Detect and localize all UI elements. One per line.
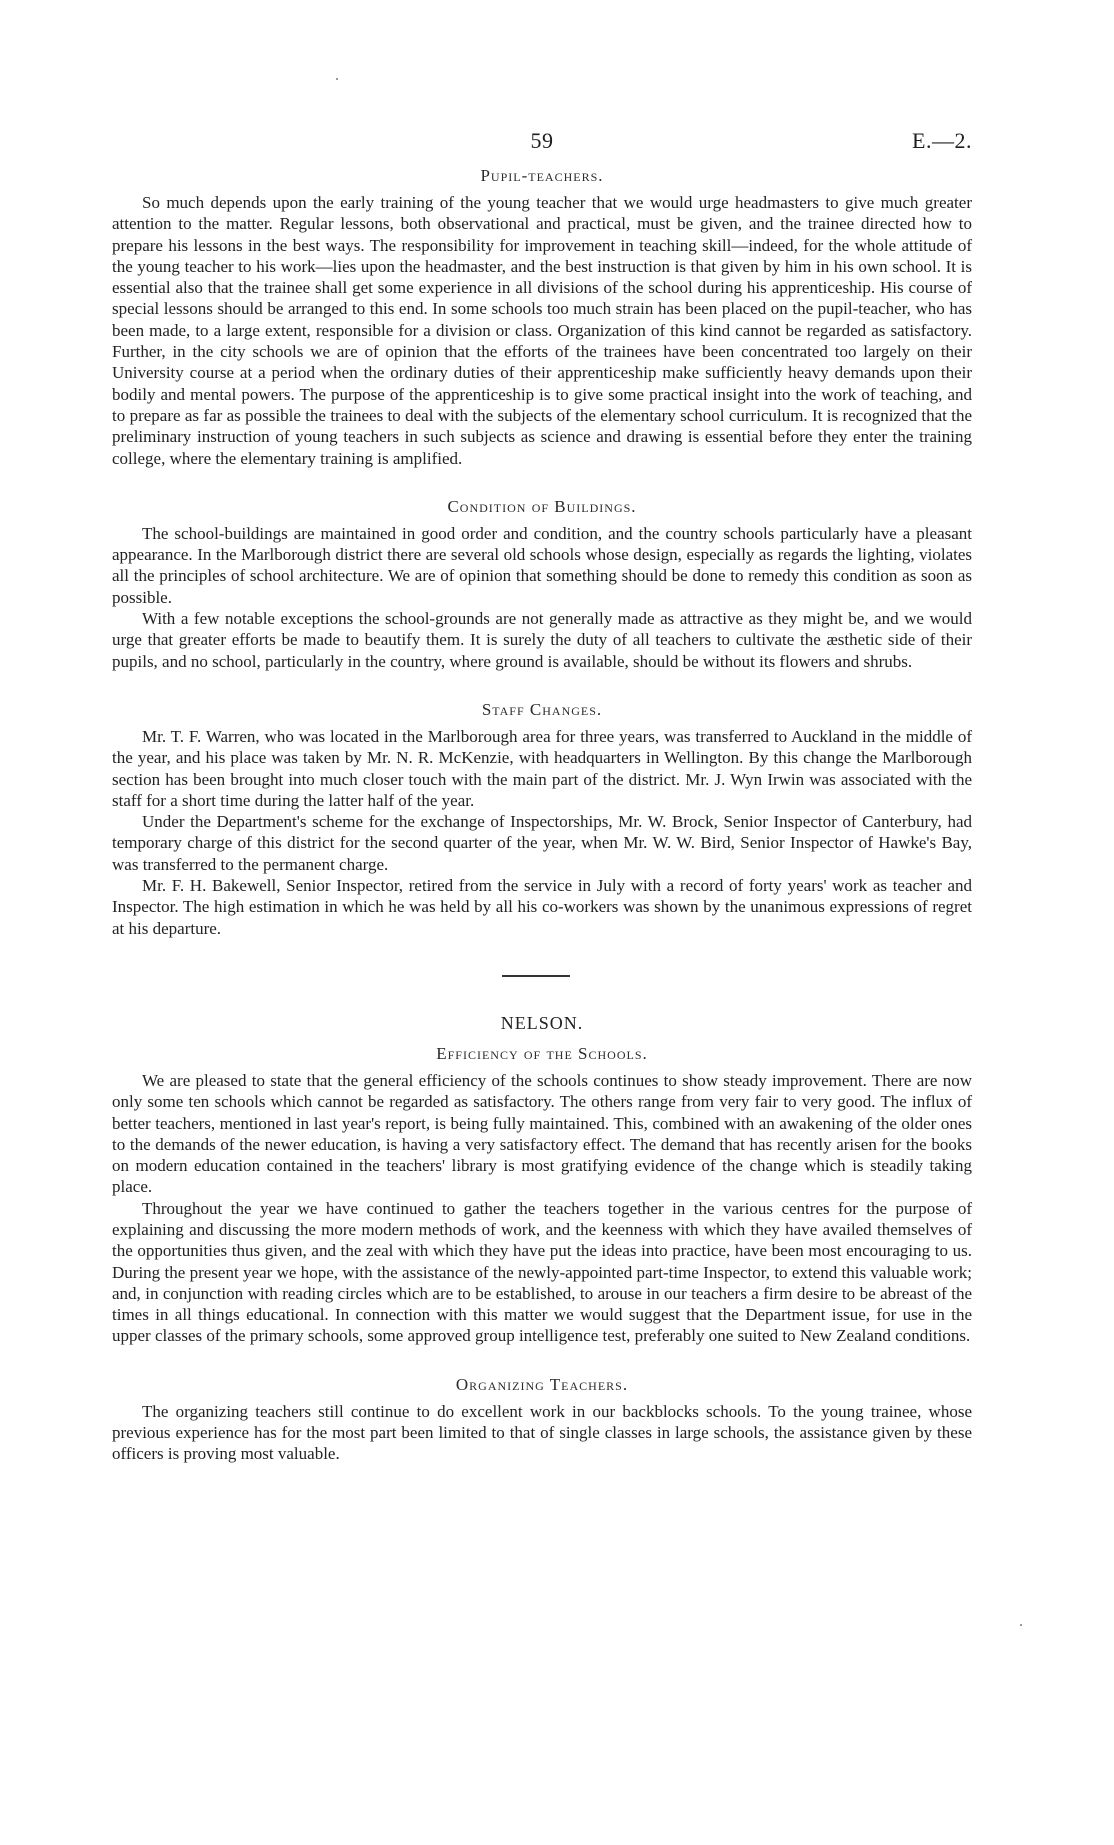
section-divider	[112, 939, 972, 1013]
divider-rule	[502, 975, 570, 977]
paragraph: The organizing teachers still continue to do excellent work in our backblocks schools. To the young trainee, whose previous experience has for the most part been limited to that of single classes in large schools, the assistance given by these officers is proving most valuable.	[112, 1401, 972, 1464]
page-header	[112, 128, 972, 166]
page-number: 59	[530, 128, 554, 153]
section-heading: Efficiency of the Schools.	[436, 1043, 648, 1063]
section-pupil-teachers	[112, 166, 972, 469]
speck-mark	[336, 78, 338, 80]
document-page	[112, 128, 972, 1465]
section-heading: Pupil-teachers.	[480, 166, 604, 185]
paragraph: With a few notable exceptions the school-grounds are not generally made as attractive as they might be, and we would urge that greater efforts be made to beautify them. It is surely the duty of all teachers to cultivate the æsthetic side of their pupils, and no school, particularly in the country, where ground is available, should be without its flowers and shrubs.	[112, 609, 972, 671]
section-heading: Staff Changes.	[481, 699, 603, 719]
paragraph: We are pleased to state that the general efficiency of the schools continues to show steady improvement. There are now only some ten schools which cannot be regarded as satisfactory. The others range from very fair to very good. The influx of better teachers, mentioned in last year's report, is being fully maintained. This, combined with an awakening of the older ones to the demands of the newer education, is having a very satisfactory effect. The demand that has recently arisen for the books on modern education contained in the teachers' library is most gratifying evidence of the change which is steadily taking place.	[112, 1070, 972, 1197]
paragraph: Throughout the year we have continued to gather the teachers together in the various centres for the purpose of explaining and discussing the more modern methods of work, and the keenness with which they have availed themselves of the opportunities thus given, and the zeal with which they have put the ideas into practice, have been most encouraging to us. During the present year we hope, with the assistance of the newly-appointed part-time Inspector, to extend this valuable work; and, in conjunction with reading circles which are to be established, to arouse in our teachers a firm desire to be abreast of the times in all things educational. In connection with this matter we would suggest that the Department issue, for use in the upper classes of the primary schools, some approved group intelligence test, preferably one suited to New Zealand conditions.	[112, 1198, 972, 1346]
paragraph: Under the Department's scheme for the exchange of Inspectorships, Mr. W. Brock, Senior Inspector of Canterbury, had temporary charge of this district for the second quarter of the year, when Mr. W. W. Bird, Senior Inspector of Hawke's Bay, was transferred to the permanent charge.	[112, 812, 972, 874]
region-heading: NELSON.	[500, 1012, 584, 1033]
paragraph: Mr. T. F. Warren, who was located in the Marlborough area for three years, was transferred to Auckland in the middle of the year, and his place was taken by Mr. N. R. McKenzie, with headquarters in Wellington. By this change the Marlborough section has been brought into much closer touch with the main part of the district. Mr. J. Wyn Irwin was associated with the staff for a short time during the latter half of the year.	[112, 726, 972, 810]
speck-mark	[1020, 1624, 1022, 1626]
paragraph: The school-buildings are maintained in good order and condition, and the country schools particularly have a pleasant appearance. In the Marlborough district there are several old schools whose design, especially as regards the lighting, violates all the principles of school architecture. We are of opinion that something should be done to remedy this condition as soon as possible.	[112, 523, 972, 607]
section-heading: Condition of Buildings.	[447, 496, 637, 516]
paragraph: So much depends upon the early training of the young teacher that we would urge headmasters to give much greater attention to the matter. Regular lessons, both observational and practical, must be given, and the trainee directed how to prepare his lessons in the best ways. The responsibility for improvement in teaching skill—indeed, for the whole attitude of the young teacher to his work—lies upon the headmaster, and the best instruction is that given by him in his own school. It is essential also that the trainee shall get some experience in all divisions of the school during his apprenticeship. His course of special lessons should be arranged to this end. In some schools too much strain has been placed on the pupil-teacher, who has been made, to a large extent, responsible for a division or class. Organization of this kind cannot be regarded as satisfactory. Further, in the city schools we are of opinion that the efforts of the trainees have been concentrated too largely on their University course at a period when the ordinary duties of their apprenticeship make sufficiently heavy demands upon their bodily and mental powers. The purpose of the apprenticeship is to give some practical insight into the work of teaching, and to prepare as far as possible the trainees to deal with the subjects of the elementary school curriculum. It is recognized that the preliminary instruction of young teachers in such subjects as science and drawing is essential before they enter the training college, where the elementary training is amplified.	[112, 193, 972, 468]
section-organizing-teachers	[112, 1375, 972, 1465]
section-staff-changes	[112, 700, 972, 939]
paragraph: Mr. F. H. Bakewell, Senior Inspector, retired from the service in July with a record of forty years' work as teacher and Inspector. The high estimation in which he was held by all his co-workers was shown by the unanimous expressions of regret at his departure.	[112, 876, 972, 938]
section-condition-of-buildings	[112, 497, 972, 672]
section-heading: Organizing Teachers.	[455, 1374, 629, 1394]
document-reference: E.—2.	[912, 128, 972, 153]
section-nelson	[112, 1013, 972, 1034]
section-efficiency-of-schools	[112, 1044, 972, 1347]
